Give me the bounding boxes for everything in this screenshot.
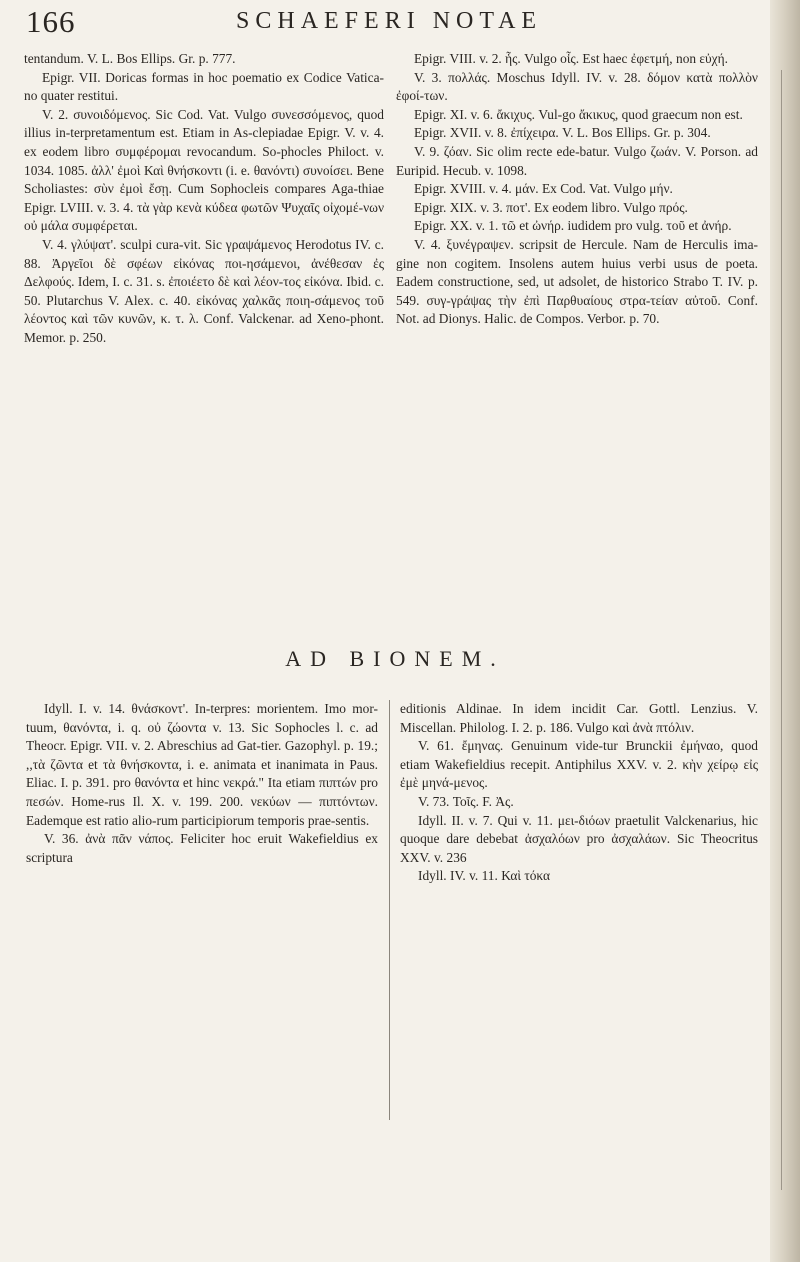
note-paragraph: Epigr. XIX. v. 3. ποτ'. Ex eodem libro. Vulgo πρός. [414, 199, 688, 215]
note-paragraph: V. 3. πολλάς. Moschus Idyll. IV. v. 28. δόμον κατὰ πολλὸν ἐφοί-των. [396, 69, 758, 104]
page-number: 166 [26, 4, 76, 39]
note-paragraph: Epigr. XVII. v. 8. ἐπίχειρα. V. L. Bos Ellips. Gr. p. 304. [414, 125, 711, 141]
note-paragraph: V. 61. ἔμηνας. Genuinum vide-tur Brunckii ἐμήναο, quod etiam Wakefieldius recepit. Antiphilus XXV. v. 2. κὴν χείρῳ εἰς ἐμὲ μηνά-μενος. [400, 738, 758, 791]
note-paragraph: editionis Aldinae. In idem incidit Car. Gottl. Lenzius. V. Miscellan. Philolog. I. 2. p. 186. Vulgo καὶ ἀνὰ πτόλιν. [400, 701, 758, 735]
page-header [26, 4, 756, 44]
section-heading: AD BIONEM. [285, 646, 505, 671]
bottom-left-column [26, 700, 378, 867]
running-head: SCHAEFERI NOTAE [236, 8, 543, 34]
note-paragraph: Epigr. XVIII. v. 4. μάν. Ex Cod. Vat. Vulgo μήν. [414, 181, 673, 197]
note-paragraph: V. 9. ζόαν. Sic olim recte ede-batur. Vulgo ζωάν. V. Porson. ad Euripid. Hecub. v. 1098. [396, 143, 758, 178]
column-divider [389, 700, 390, 1120]
note-paragraph: Epigr. XI. v. 6. ἄκιχυς. Vul-go ἄκικυς, quod graecum non est. [414, 106, 743, 122]
top-right-column [396, 50, 758, 329]
note-paragraph: V. 73. Τοῖς. F. Ἀς. [418, 793, 514, 809]
page-edge-shadow [770, 0, 800, 1262]
note-paragraph: Epigr. VII. Doricas formas in hoc poematio ex Codice Vatica-no quater restitui. [24, 69, 384, 104]
note-paragraph: V. 2. συνοιδόμενος. Sic Cod. Vat. Vulgo συνεσσόμενος, quod illius in-terpretamentum est. Etiam in As-clepiadae Epigr. V. v. 4. ex eodem libro συμφέρομαι revocandum. So-phocles Philoct. v. 1034. 1085. ἀλλ' ἐμοὶ Καὶ θνήσκοντι (i. e. θανόντι) συνοίσει. Bene Scholiastes: σὺν ἐμοὶ ἔσῃ. Cum Sophocleis compares Aga-thiae Epigr. LVIII. v. 3. 4. τὰ γὰρ κενὰ κύδεα φωτῶν Ψυχαῖς οἰχομέ-νων οὐ μάλα συμφέρεται. [24, 106, 384, 234]
note-paragraph: V. 4. ξυνέγραψεν. scripsit de Hercule. Nam de Herculis ima-gine non cogitem. Insolens autem huius verbi usus de poeta. Eadem constructione, sed, ut adsolet, de historico Strabo T. IV. p. 549. συγ-γράψας τὴν ἐπὶ Παρθυαίους στρα-τείαν αὐτοῦ. Conf. Not. ad Dionys. Halic. de Compos. Verbor. p. 70. [396, 236, 758, 327]
note-paragraph: V. 36. ἀνὰ πᾶν νάπος. Feliciter hoc eruit Wakefieldius ex scriptura [26, 831, 378, 865]
top-left-column [24, 50, 384, 348]
note-paragraph: tentandum. V. L. Bos Ellips. Gr. p. 777. [24, 51, 236, 66]
note-paragraph: Idyll. IV. v. 11. Καὶ τόκα [418, 868, 551, 884]
note-paragraph: Idyll. II. v. 7. Qui v. 11. μει-διόων praetulit Valckenarius, hic quoque dare debebat ἀσχαλόων pro ἀσχαλάων. Sic Theocritus XXV. v. 236 [400, 812, 758, 865]
bottom-right-column [400, 700, 758, 886]
note-paragraph: Epigr. XX. v. 1. τῶ et ὠνήρ. iudidem pro vulg. τοῦ et ἀνήρ. [414, 218, 732, 234]
note-paragraph: Idyll. I. v. 14. θνάσκοντ'. In-terpres: morientem. Imo mor-tuum, θανόντα, i. q. οὐ ζώοντα v. 13. Sic Sophocles l. c. ad Theocr. Epigr. VII. v. 2. Abreschius ad Gat-tier. Gazophyl. p. 19.; ,,τὰ ζῶντα et τὰ θνήσκοντα, i. e. animata et inanimata in Paus. Eliac. I. p. 391. pro θανόντα et hinc νεκρά." Ita etiam πιπτών pro πεσών. Home-rus Il. X. v. 199. 200. νεκύων — πιπτόντων. Eademque est ratio alio-rum participiorum temporis prae-sentis. [26, 701, 378, 828]
note-paragraph: V. 4. γλύψατ'. sculpi cura-vit. Sic γραψάμενος Herodotus IV. c. 88. Ἀργεῖοι δὲ σφέων εἰκόνας ποι-ησάμενοι, ἀνέθεσαν ἐς Δελφούς. Idem, I. c. 31. s. ἐποιέετο δὲ καὶ λέον-τος εἰκόνα. Ibid. c. 50. Plutarchus V. Alex. c. 40. εἰκόνας χαλκᾶς ποιη-σάμενος τοῦ λέοντος καὶ τῶν κυνῶν, κ. τ. λ. Conf. Valckenar. ad Xeno-phont. Memor. p. 250. [24, 236, 384, 345]
page-edge-line [781, 70, 782, 1190]
note-paragraph: Epigr. VIII. v. 2. ἧς. Vulgo οἷς. Est haec ἐφετμή, non εὐχή. [414, 51, 728, 66]
